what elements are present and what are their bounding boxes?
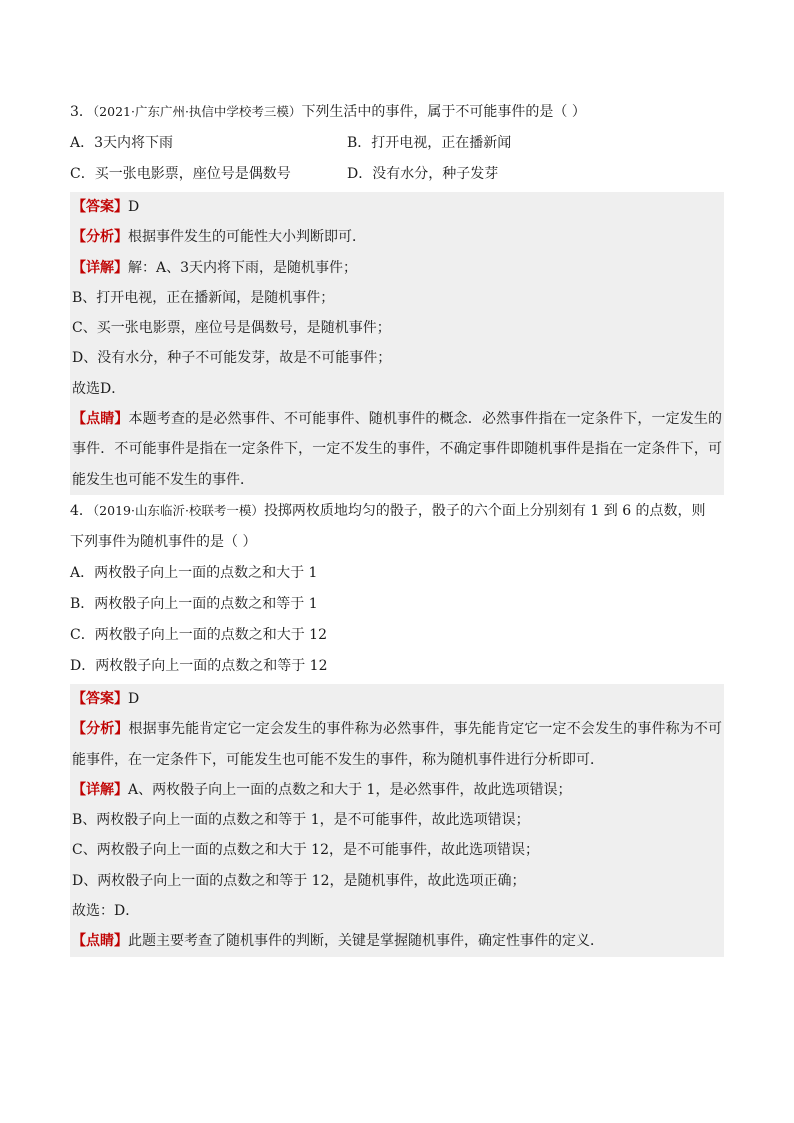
question-4-stem-continued: 下列事件为随机事件的是（ ） xyxy=(70,533,257,550)
option-b: B．打开电视，正在播新闻 xyxy=(347,135,512,151)
question-3-solution xyxy=(70,192,724,495)
question-4-solution xyxy=(70,684,724,957)
answer-tag: 【答案】 xyxy=(72,690,128,707)
detail-line: D、两枚骰子向上一面的点数之和等于 12，是随机事件，故此选项正确； xyxy=(72,872,526,889)
analysis-text: 根据事件发生的可能性大小判断即可． xyxy=(128,229,366,246)
detail-line xyxy=(72,253,722,283)
detail-line: 故选：D． xyxy=(72,903,140,920)
comment-tag: 【点睛】 xyxy=(72,933,128,950)
question-4-stem xyxy=(70,495,724,527)
question-number: 4． xyxy=(70,502,93,519)
answer-line xyxy=(72,684,722,714)
analysis-tag: 【分析】 xyxy=(72,721,129,738)
answer-value: D xyxy=(128,690,140,707)
detail-line: C、买一张电影票，座位号是偶数号，是随机事件； xyxy=(72,320,391,337)
option-c: C．买一张电影票，座位号是偶数号 xyxy=(70,166,291,182)
comment-block xyxy=(72,404,722,495)
comment-line xyxy=(72,926,722,956)
detail-text: 解：A、3天内将下雨，是随机事件； xyxy=(128,259,358,276)
analysis-tag: 【分析】 xyxy=(72,229,128,246)
question-stem-text: 下列生活中的事件，属于不可能事件的是（ ） xyxy=(301,104,586,120)
question-stem-text: 投掷两枚质地均匀的骰子，骰子的六个面上分别刻有 1 到 6 的点数，则 xyxy=(263,502,706,519)
detail-line: B、两枚骰子向上一面的点数之和等于 1，是不可能事件，故此选项错误； xyxy=(72,812,530,829)
comment-text: 本题考查的是必然事件、不可能事件、随机事件的概念．必然事件指在一定条件下，一定发生的事件．不可能事件是指在一定条件下，一定不发生的事件，不确定事件即随机事件是指在一定条件下，可能发生也可能不发生的事件． xyxy=(72,411,723,488)
analysis-text: 根据事先能肯定它一定会发生的事件称为必然事件，事先能肯定它一定不会发生的事件称为不可能事件，在一定条件下，可能发生也可能不发生的事件，称为随机事件进行分析即可． xyxy=(72,721,723,768)
options-row-2 xyxy=(70,159,724,190)
detail-line: C、两枚骰子向上一面的点数之和大于 12，是不可能事件，故此选项错误； xyxy=(72,842,539,859)
option-a: A．3天内将下雨 xyxy=(70,135,174,151)
answer-tag: 【答案】 xyxy=(72,199,128,215)
options-row-1 xyxy=(70,128,724,159)
detail-tag: 【详解】 xyxy=(72,259,128,276)
question-source: （2019·山东临沂·校联考一模） xyxy=(92,502,264,518)
option-a: A．两枚骰子向上一面的点数之和大于 1 xyxy=(70,564,318,581)
answer-value: D xyxy=(128,199,140,215)
option-c: C．两枚骰子向上一面的点数之和大于 12 xyxy=(70,626,327,643)
document-page xyxy=(70,96,724,957)
detail-line: B、打开电视，正在播新闻，是随机事件； xyxy=(72,289,335,306)
answer-line xyxy=(72,192,722,222)
question-3-stem xyxy=(70,96,724,128)
detail-line: D、没有水分，种子不可能发芽，故是不可能事件； xyxy=(72,350,392,367)
detail-line xyxy=(72,775,722,805)
comment-tag: 【点睛】 xyxy=(72,411,129,428)
question-4 xyxy=(70,495,724,682)
option-b: B．两枚骰子向上一面的点数之和等于 1 xyxy=(70,595,318,612)
comment-text: 此题主要考查了随机事件的判断，关键是掌握随机事件，确定性事件的定义． xyxy=(128,933,604,950)
analysis-block xyxy=(72,714,722,775)
question-3 xyxy=(70,96,724,190)
option-d: D．两枚骰子向上一面的点数之和等于 12 xyxy=(70,657,328,674)
detail-text: A、两枚骰子向上一面的点数之和大于 1，是必然事件，故此选项错误； xyxy=(128,781,572,798)
question-number: 3． xyxy=(70,104,93,120)
detail-tag: 【详解】 xyxy=(72,781,128,798)
analysis-line xyxy=(72,222,722,252)
detail-line: 故选D． xyxy=(72,380,126,397)
option-d: D．没有水分，种子发芽 xyxy=(347,166,499,182)
question-source: （2021·广东广州·执信中学校考三模） xyxy=(92,104,302,119)
